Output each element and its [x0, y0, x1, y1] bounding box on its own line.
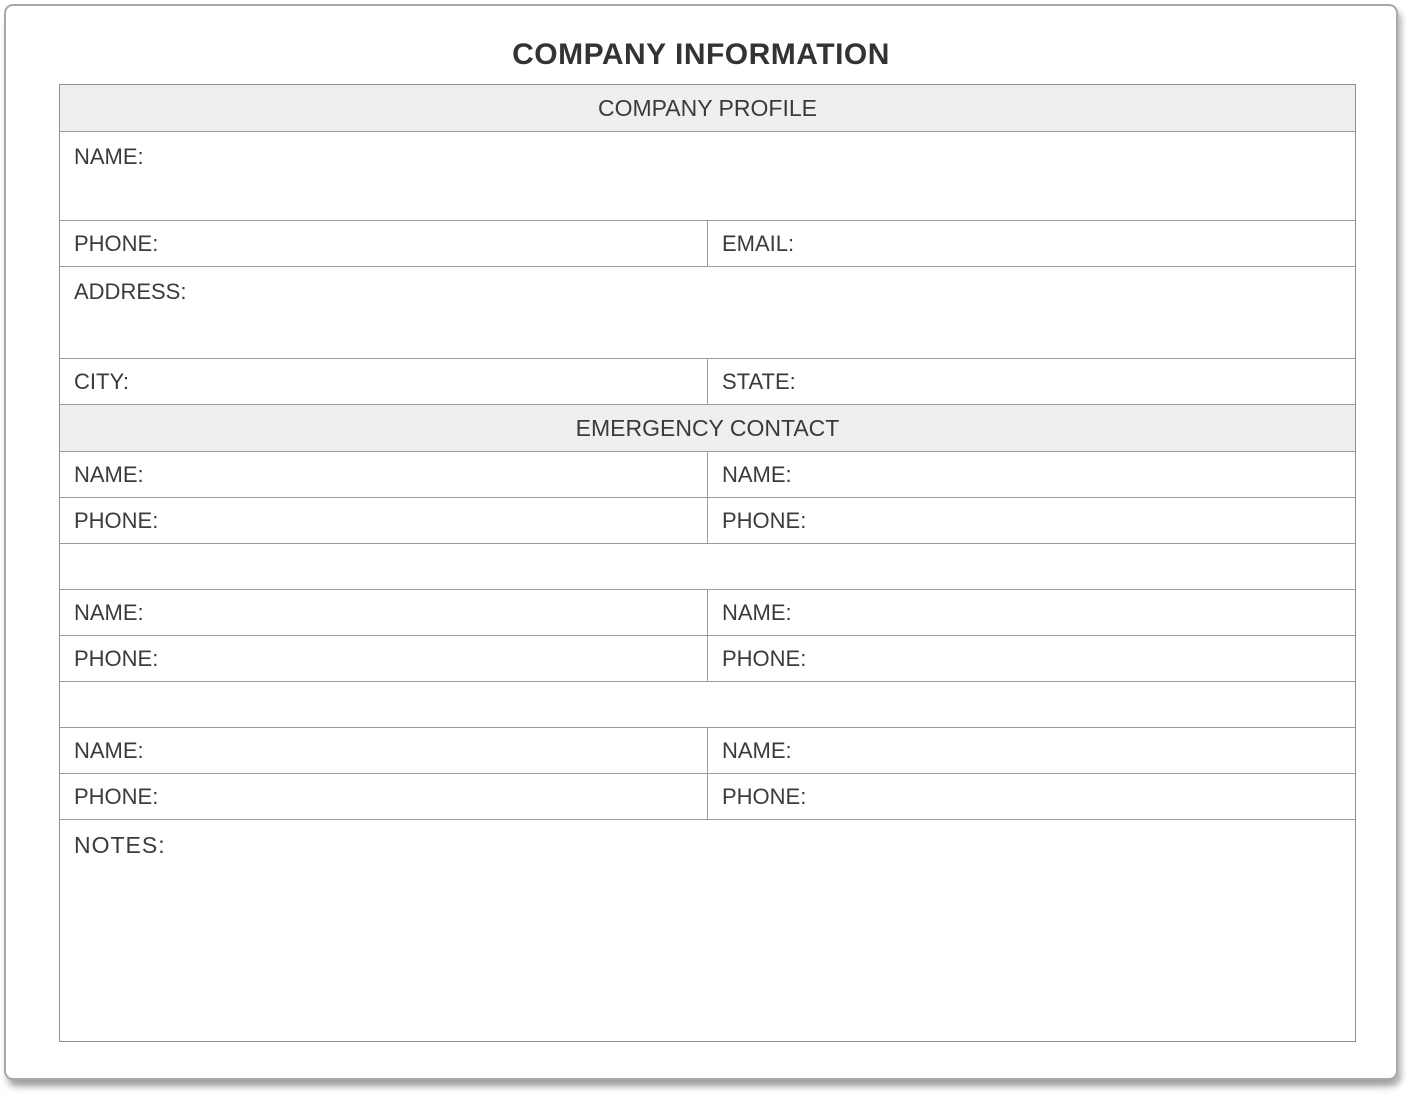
contact1-right-phone-field[interactable]	[708, 498, 1355, 543]
row-company-city-state	[60, 359, 1355, 405]
contact2-right-phone-field[interactable]	[708, 636, 1355, 681]
company-state-field[interactable]	[708, 359, 1355, 404]
row-company-address	[60, 267, 1355, 359]
page-title: COMPANY INFORMATION	[512, 38, 890, 71]
contact2-left-name-label: NAME:	[74, 599, 144, 625]
company-name-label: NAME:	[74, 144, 144, 169]
section-header-label: EMERGENCY CONTACT	[575, 414, 840, 441]
company-city-field[interactable]	[60, 359, 708, 404]
contact2-left-phone-field[interactable]	[60, 636, 708, 681]
row-contact3-name	[60, 728, 1355, 774]
row-contact2-phone	[60, 636, 1355, 682]
contact2-left-name-field[interactable]	[60, 590, 708, 635]
board-card	[4, 4, 1398, 1080]
contact1-right-name-label: NAME:	[722, 461, 792, 487]
contact1-left-name-label: NAME:	[74, 461, 144, 487]
contact1-right-phone-label: PHONE:	[722, 507, 807, 533]
section-header-label: COMPANY PROFILE	[598, 94, 817, 121]
company-address-field[interactable]	[60, 267, 1355, 358]
row-contact1-name	[60, 452, 1355, 498]
spacer-cell	[60, 682, 1355, 727]
contact3-left-name-field[interactable]	[60, 728, 708, 773]
contact3-left-phone-field[interactable]	[60, 774, 708, 819]
company-city-label: CITY:	[74, 368, 130, 394]
contact1-left-phone-field[interactable]	[60, 498, 708, 543]
contact3-right-phone-field[interactable]	[708, 774, 1355, 819]
contact1-left-name-field[interactable]	[60, 452, 708, 497]
company-information-form	[59, 84, 1356, 1042]
row-notes	[60, 820, 1355, 1041]
notes-label: NOTES:	[74, 832, 166, 858]
spacer-row	[60, 682, 1355, 728]
contact2-right-phone-label: PHONE:	[722, 645, 807, 671]
contact3-right-name-label: NAME:	[722, 737, 792, 763]
contact2-left-phone-label: PHONE:	[74, 645, 159, 671]
row-contact1-phone	[60, 498, 1355, 544]
company-name-field[interactable]	[60, 132, 1355, 220]
contact1-right-name-field[interactable]	[708, 452, 1355, 497]
company-phone-field[interactable]	[60, 221, 708, 266]
contact3-right-name-field[interactable]	[708, 728, 1355, 773]
company-email-label: EMAIL:	[722, 230, 795, 256]
contact2-right-name-label: NAME:	[722, 599, 792, 625]
spacer-row	[60, 544, 1355, 590]
section-header-emergency-contact	[60, 405, 1355, 452]
row-contact3-phone	[60, 774, 1355, 820]
row-company-phone-email	[60, 221, 1355, 267]
company-state-label: STATE:	[722, 368, 796, 394]
company-address-label: ADDRESS:	[74, 279, 187, 304]
notes-field[interactable]	[60, 820, 1355, 1041]
row-contact2-name	[60, 590, 1355, 636]
row-company-name	[60, 132, 1355, 221]
company-email-field[interactable]	[708, 221, 1355, 266]
contact3-right-phone-label: PHONE:	[722, 783, 807, 809]
spacer-cell	[60, 544, 1355, 589]
contact1-left-phone-label: PHONE:	[74, 507, 159, 533]
section-header-company-profile	[60, 85, 1355, 132]
contact3-left-phone-label: PHONE:	[74, 783, 159, 809]
contact2-right-name-field[interactable]	[708, 590, 1355, 635]
contact3-left-name-label: NAME:	[74, 737, 144, 763]
company-phone-label: PHONE:	[74, 230, 159, 256]
